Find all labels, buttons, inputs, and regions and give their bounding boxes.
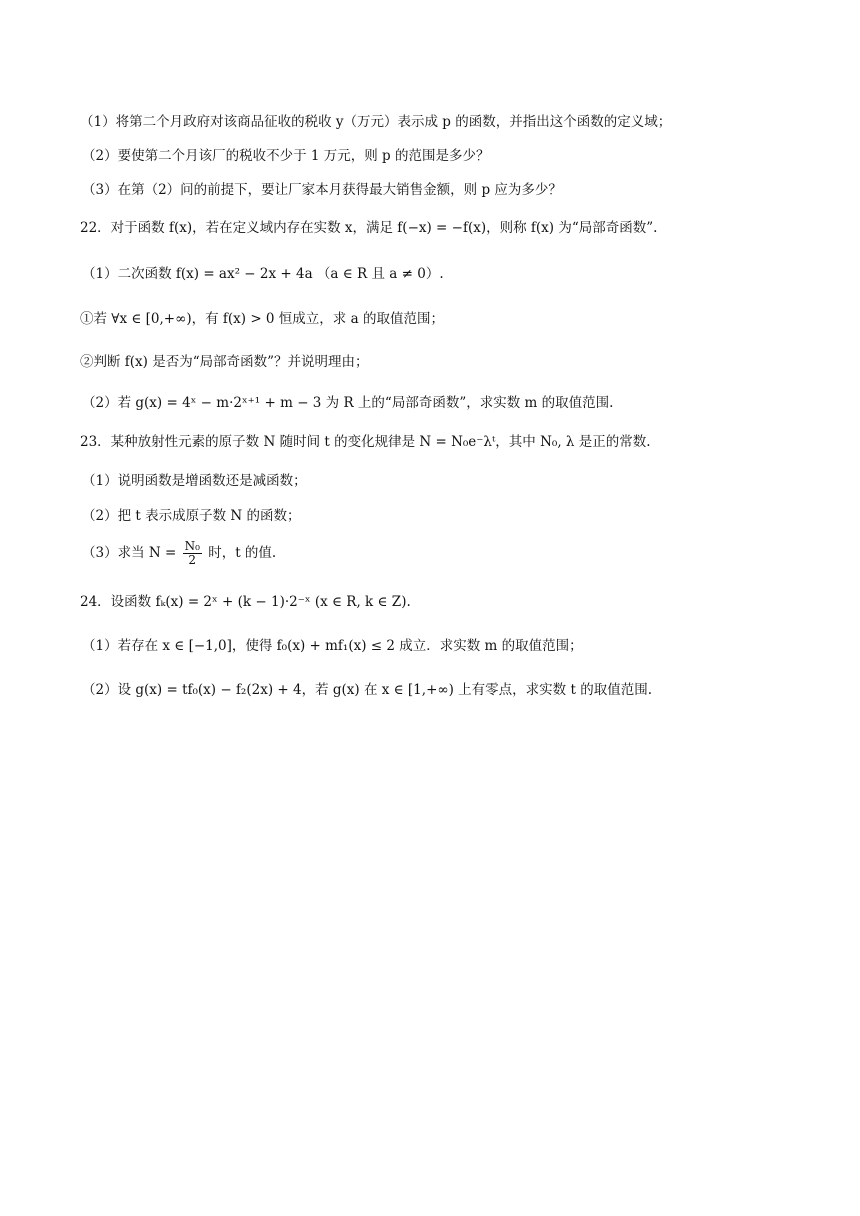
q22-stem: 22．对于函数 f(x)，若在定义域内存在实数 x，满足 f(−x) = −f(x)，则称 f(x) 为“局部奇函数”. [80, 220, 658, 236]
q23-part2: （2）把 t 表示成原子数 N 的函数； [82, 508, 301, 524]
q22-part1: （1）二次函数 f(x) = ax² − 2x + 4a （a ∈ R 且 a ≠ 0）. [82, 266, 444, 282]
q21-part2: （2）要使第二个月该厂的税收不少于 1 万元，则 p 的范围是多少？ [82, 148, 490, 164]
q22-part1-sub2: ②判断 f(x) 是否为“局部奇函数”？并说明理由； [80, 354, 369, 370]
fraction [183, 540, 202, 567]
q22-part1-sub1: ①若 ∀x ∈ [0,+∞)，有 f(x) > 0 恒成立，求 a 的取值范围； [80, 311, 444, 327]
fraction-denominator: 2 [188, 553, 197, 567]
q21-part3: （3）在第（2）问的前提下，要让厂家本月获得最大销售金额，则 p 应为多少？ [82, 182, 562, 198]
q23-part1: （1）说明函数是增函数还是减函数； [82, 473, 307, 489]
q22-part2: （2）若 g(x) = 4ˣ − m·2ˣ⁺¹ + m − 3 为 R 上的“局部奇函数”，求实数 m 的取值范围. [82, 395, 614, 411]
q24-part1: （1）若存在 x ∈ [−1,0]，使得 f₀(x) + mf₁(x) ≤ 2 成立．求实数 m 的取值范围； [82, 638, 583, 654]
q24-stem: 24．设函数 fₖ(x) = 2ˣ + (k − 1)·2⁻ˣ (x ∈ R, k ∈ Z). [80, 594, 411, 610]
q23-part3-prefix: （3）求当 N = [82, 545, 181, 561]
fraction-numerator: N₀ [184, 539, 200, 553]
q21-part1: （1）将第二个月政府对该商品征收的税收 y（万元）表示成 p 的函数，并指出这个函数的定义域； [80, 114, 672, 130]
q24-part2: （2）设 g(x) = tf₀(x) − f₂(2x) + 4，若 g(x) 在 x ∈ [1,+∞) 上有零点，求实数 t 的取值范围. [82, 682, 652, 698]
q23-part3 [82, 540, 820, 567]
q23-part3-suffix: 时，t 的值. [203, 545, 277, 561]
q23-stem: 23．某种放射性元素的原子数 N 随时间 t 的变化规律是 N = N₀e⁻λᵗ，其中 N₀, λ 是正的常数. [80, 434, 651, 450]
